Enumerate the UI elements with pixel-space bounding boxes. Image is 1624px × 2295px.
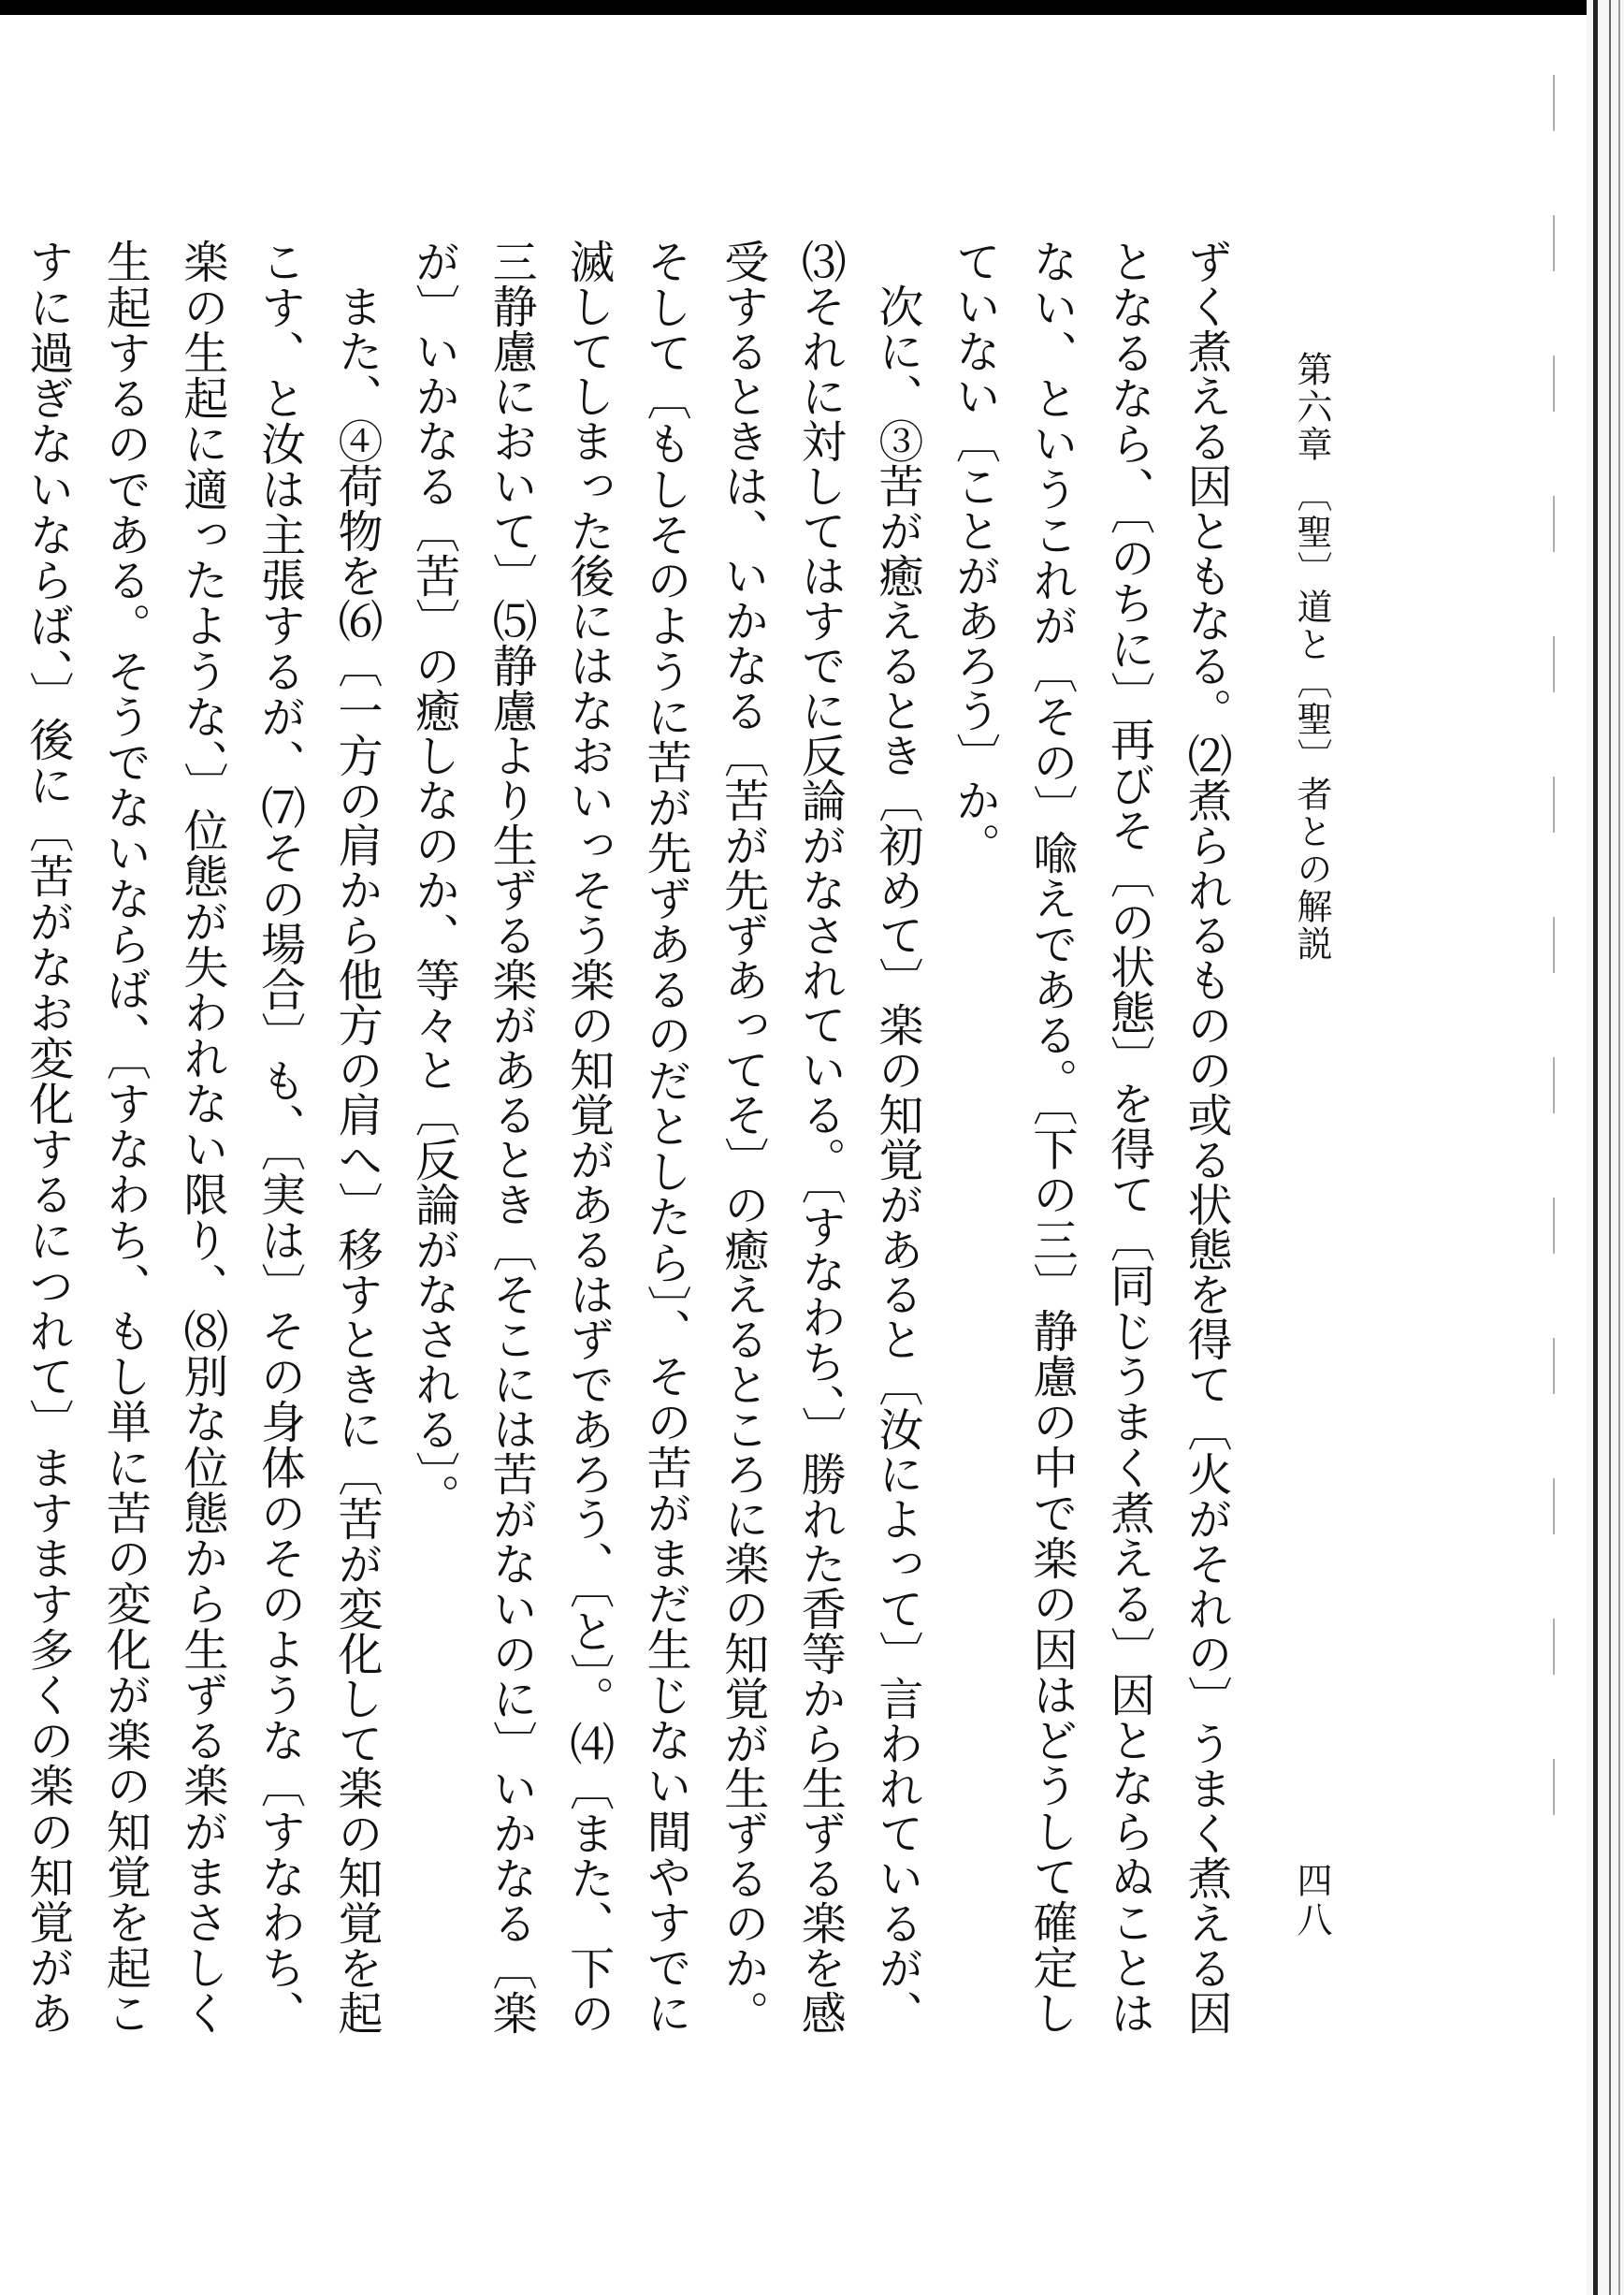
paragraph: 次に、③苦が癒えるとき〔初めて〕楽の知覚があると〔汝によって〕言われているが、⑶それに対してはすでに反論がなされている。〔すなわち、〕勝れた香等から生ずる楽を感受するときは、いかなる〔苦が先ずあってそ〕の癒えるところに楽の知覚が生ずるのか。そして〔もしそのように苦が先ずあるのだとしたら〕、その苦がまだ生じない間やすでに滅してしまった後にはなおいっそう楽の知覚があるはずであろう、〔と〕。⑷〔また、下の三静慮において〕⑸静慮より生ずる楽があるとき〔そこには苦がないのに〕いかなる〔楽が〕いかなる〔苦〕の癒しなのか、等々と〔反論がなされる〕。 (407, 239, 923, 2035)
running-head: 第六章 〔聖〕道と〔聖〕者との解説 (1291, 351, 1332, 964)
scan-top-edge (0, 0, 1624, 15)
body-text (21, 239, 1244, 2035)
page-crease (1553, 75, 1555, 1852)
spine-line (1609, 0, 1611, 2295)
book-spine-edge (1587, 0, 1624, 2295)
spine-line (1593, 0, 1598, 2295)
spine-line (1618, 0, 1620, 2295)
paragraph: ずく煮える因ともなる。⑵煮られるものの或る状態を得て〔火がそれの〕うまく煮える因となるなら、〔のちに〕再びそ〔の状態〕を得て〔同じうまく煮える〕因とならぬことはない、というこれが〔その〕喩えである。〔下の三〕静慮の中で楽の因はどうして確定していない〔ことがあろう〕か。 (948, 239, 1232, 2035)
paragraph: また、④荷物を⑹〔一方の肩から他方の肩へ〕移すときに〔苦が変化して楽の知覚を起こす、と汝は主張するが、⑺その場合〕も、〔実は〕その身体のそのような〔すなわち、楽の生起に適ったような、〕位態が失われない限り、⑻別な位態から生ずる楽がまさしく生起するのである。そうでないならば、〔すなわち、もし単に苦の変化が楽の知覚を起こすに過ぎないならば、〕後に〔苦がなお変化するにつれて〕ますます多くの楽の知覚があ (21, 239, 383, 2035)
page-number: 四八 (1291, 1862, 1332, 1940)
